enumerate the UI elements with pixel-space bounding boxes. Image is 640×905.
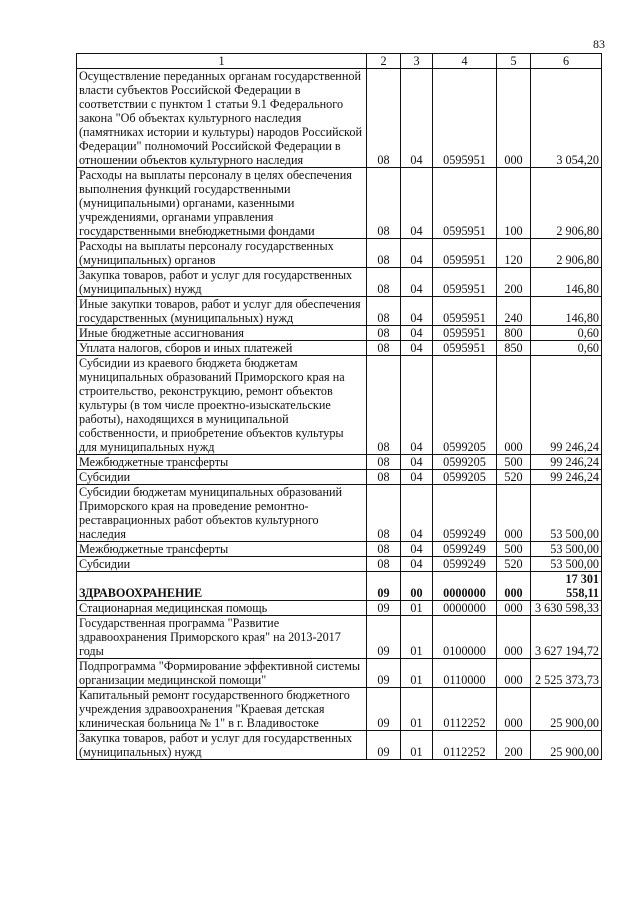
row-section: 09 bbox=[367, 616, 401, 659]
row-expense-type: 240 bbox=[497, 297, 531, 326]
row-amount: 3 054,20 bbox=[531, 69, 602, 168]
row-subsection: 04 bbox=[401, 557, 433, 572]
row-target-code: 0112252 bbox=[433, 688, 497, 731]
row-name: Закупка товаров, работ и услуг для государственных (муниципальных) нужд bbox=[77, 268, 367, 297]
row-name: Межбюджетные трансферты bbox=[77, 542, 367, 557]
row-expense-type: 000 bbox=[497, 485, 531, 542]
row-amount: 146,80 bbox=[531, 297, 602, 326]
row-expense-type: 120 bbox=[497, 239, 531, 268]
row-section: 08 bbox=[367, 341, 401, 356]
table-row bbox=[77, 356, 602, 455]
column-header: 5 bbox=[497, 54, 531, 69]
row-expense-type: 000 bbox=[497, 601, 531, 616]
row-amount: 53 500,00 bbox=[531, 542, 602, 557]
table-row bbox=[77, 616, 602, 659]
row-name: Расходы на выплаты персоналу государственных (муниципальных) органов bbox=[77, 239, 367, 268]
row-subsection: 01 bbox=[401, 688, 433, 731]
row-section: 08 bbox=[367, 297, 401, 326]
row-name: Уплата налогов, сборов и иных платежей bbox=[77, 341, 367, 356]
table-row bbox=[77, 168, 602, 239]
table-row bbox=[77, 69, 602, 168]
row-name: Иные закупки товаров, работ и услуг для обеспечения государственных (муниципальных) нужд bbox=[77, 297, 367, 326]
row-subsection: 04 bbox=[401, 485, 433, 542]
table-row bbox=[77, 470, 602, 485]
row-section: 08 bbox=[367, 470, 401, 485]
row-target-code: 0595951 bbox=[433, 268, 497, 297]
row-name: Капитальный ремонт государственного бюджетного учреждения здравоохранения "Краевая детская клиническая больница № 1" в г. Владивостоке bbox=[77, 688, 367, 731]
table-row bbox=[77, 542, 602, 557]
row-target-code: 0599205 bbox=[433, 455, 497, 470]
table-row bbox=[77, 688, 602, 731]
row-section: 08 bbox=[367, 455, 401, 470]
row-expense-type: 500 bbox=[497, 542, 531, 557]
row-subsection: 01 bbox=[401, 616, 433, 659]
row-section: 08 bbox=[367, 268, 401, 297]
row-amount: 3 630 598,33 bbox=[531, 601, 602, 616]
row-amount: 53 500,00 bbox=[531, 485, 602, 542]
row-subsection: 04 bbox=[401, 69, 433, 168]
table-row bbox=[77, 485, 602, 542]
row-name: Закупка товаров, работ и услуг для государственных (муниципальных) нужд bbox=[77, 731, 367, 760]
row-target-code: 0599249 bbox=[433, 557, 497, 572]
row-name: Государственная программа "Развитие здравоохранения Приморского края" на 2013-2017 годы bbox=[77, 616, 367, 659]
row-name: Иные бюджетные ассигнования bbox=[77, 326, 367, 341]
row-section: 09 bbox=[367, 601, 401, 616]
column-header: 2 bbox=[367, 54, 401, 69]
column-header: 6 bbox=[531, 54, 602, 69]
row-name: Субсидии из краевого бюджета бюджетам муниципальных образований Приморского края на строительство, реконструкцию, ремонт объектов культуры (в том числе проектно-изыскательские работы), находящихся в муниципальной собственности, и приобретение объектов культуры для муниципальных нужд bbox=[77, 356, 367, 455]
row-amount: 2 906,80 bbox=[531, 168, 602, 239]
row-expense-type: 200 bbox=[497, 268, 531, 297]
row-target-code: 0599205 bbox=[433, 356, 497, 455]
row-amount: 2 525 373,73 bbox=[531, 659, 602, 688]
row-amount: 99 246,24 bbox=[531, 455, 602, 470]
row-subsection: 04 bbox=[401, 239, 433, 268]
row-amount: 17 301 558,11 bbox=[531, 572, 602, 601]
row-expense-type: 520 bbox=[497, 557, 531, 572]
row-section: 08 bbox=[367, 69, 401, 168]
table-row bbox=[77, 572, 602, 601]
row-target-code: 0000000 bbox=[433, 572, 497, 601]
row-subsection: 04 bbox=[401, 297, 433, 326]
row-subsection: 04 bbox=[401, 326, 433, 341]
row-subsection: 04 bbox=[401, 542, 433, 557]
row-amount: 25 900,00 bbox=[531, 688, 602, 731]
row-target-code: 0100000 bbox=[433, 616, 497, 659]
row-subsection: 04 bbox=[401, 356, 433, 455]
row-name: ЗДРАВООХРАНЕНИЕ bbox=[77, 572, 367, 601]
row-name: Субсидии bbox=[77, 470, 367, 485]
row-subsection: 04 bbox=[401, 168, 433, 239]
row-amount: 146,80 bbox=[531, 268, 602, 297]
row-name: Стационарная медицинская помощь bbox=[77, 601, 367, 616]
row-subsection: 04 bbox=[401, 470, 433, 485]
row-target-code: 0595951 bbox=[433, 168, 497, 239]
row-target-code: 0112252 bbox=[433, 731, 497, 760]
row-name: Межбюджетные трансферты bbox=[77, 455, 367, 470]
row-target-code: 0599205 bbox=[433, 470, 497, 485]
table-row bbox=[77, 731, 602, 760]
row-subsection: 01 bbox=[401, 731, 433, 760]
row-amount: 3 627 194,72 bbox=[531, 616, 602, 659]
row-expense-type: 800 bbox=[497, 326, 531, 341]
table-row bbox=[77, 455, 602, 470]
row-section: 08 bbox=[367, 168, 401, 239]
column-number-row bbox=[77, 54, 602, 69]
row-section: 08 bbox=[367, 326, 401, 341]
row-subsection: 01 bbox=[401, 659, 433, 688]
row-expense-type: 000 bbox=[497, 688, 531, 731]
row-expense-type: 000 bbox=[497, 572, 531, 601]
table-row bbox=[77, 601, 602, 616]
table-row bbox=[77, 557, 602, 572]
table-row bbox=[77, 659, 602, 688]
row-subsection: 04 bbox=[401, 268, 433, 297]
row-target-code: 0595951 bbox=[433, 326, 497, 341]
row-section: 09 bbox=[367, 659, 401, 688]
row-name: Подпрограмма "Формирование эффективной системы организации медицинской помощи" bbox=[77, 659, 367, 688]
table-row bbox=[77, 297, 602, 326]
page-number: 83 bbox=[593, 37, 605, 51]
table-row bbox=[77, 239, 602, 268]
row-section: 08 bbox=[367, 485, 401, 542]
budget-table bbox=[76, 53, 602, 760]
row-expense-type: 000 bbox=[497, 616, 531, 659]
row-amount: 53 500,00 bbox=[531, 557, 602, 572]
row-name: Расходы на выплаты персоналу в целях обеспечения выполнения функций государственными (муниципальными) органами, казенными учреждениями, органами управления государственными внебюджетными фондами bbox=[77, 168, 367, 239]
row-amount: 0,60 bbox=[531, 326, 602, 341]
row-subsection: 01 bbox=[401, 601, 433, 616]
row-target-code: 0595951 bbox=[433, 69, 497, 168]
table-row bbox=[77, 341, 602, 356]
row-amount: 2 906,80 bbox=[531, 239, 602, 268]
column-header: 3 bbox=[401, 54, 433, 69]
row-expense-type: 500 bbox=[497, 455, 531, 470]
row-subsection: 04 bbox=[401, 455, 433, 470]
row-target-code: 0595951 bbox=[433, 341, 497, 356]
row-amount: 25 900,00 bbox=[531, 731, 602, 760]
table-row bbox=[77, 268, 602, 297]
row-section: 08 bbox=[367, 356, 401, 455]
row-expense-type: 200 bbox=[497, 731, 531, 760]
row-section: 08 bbox=[367, 239, 401, 268]
row-target-code: 0599249 bbox=[433, 542, 497, 557]
row-target-code: 0110000 bbox=[433, 659, 497, 688]
row-expense-type: 100 bbox=[497, 168, 531, 239]
row-section: 08 bbox=[367, 542, 401, 557]
row-name: Субсидии bbox=[77, 557, 367, 572]
row-name: Осуществление переданных органам государственной власти субъектов Российской Федерации в соответствии с пунктом 1 статьи 9.1 Федерального закона "Об объектах культурного наследия (памятниках истории и культуры) народов Российской Федерации" полномочий Российской Федерации в отношении объектов культурного наследия bbox=[77, 69, 367, 168]
row-expense-type: 520 bbox=[497, 470, 531, 485]
column-header: 4 bbox=[433, 54, 497, 69]
row-amount: 0,60 bbox=[531, 341, 602, 356]
row-name: Субсидии бюджетам муниципальных образований Приморского края на проведение ремонтно-реставрационных работ объектов культурного наследия bbox=[77, 485, 367, 542]
row-section: 09 bbox=[367, 688, 401, 731]
row-section: 09 bbox=[367, 731, 401, 760]
row-expense-type: 850 bbox=[497, 341, 531, 356]
row-expense-type: 000 bbox=[497, 69, 531, 168]
row-subsection: 04 bbox=[401, 341, 433, 356]
row-section: 08 bbox=[367, 557, 401, 572]
row-expense-type: 000 bbox=[497, 356, 531, 455]
row-subsection: 00 bbox=[401, 572, 433, 601]
table-row bbox=[77, 326, 602, 341]
row-target-code: 0595951 bbox=[433, 239, 497, 268]
row-target-code: 0000000 bbox=[433, 601, 497, 616]
row-expense-type: 000 bbox=[497, 659, 531, 688]
row-target-code: 0599249 bbox=[433, 485, 497, 542]
row-amount: 99 246,24 bbox=[531, 356, 602, 455]
row-amount: 99 246,24 bbox=[531, 470, 602, 485]
row-target-code: 0595951 bbox=[433, 297, 497, 326]
column-header: 1 bbox=[77, 54, 367, 69]
row-section: 09 bbox=[367, 572, 401, 601]
